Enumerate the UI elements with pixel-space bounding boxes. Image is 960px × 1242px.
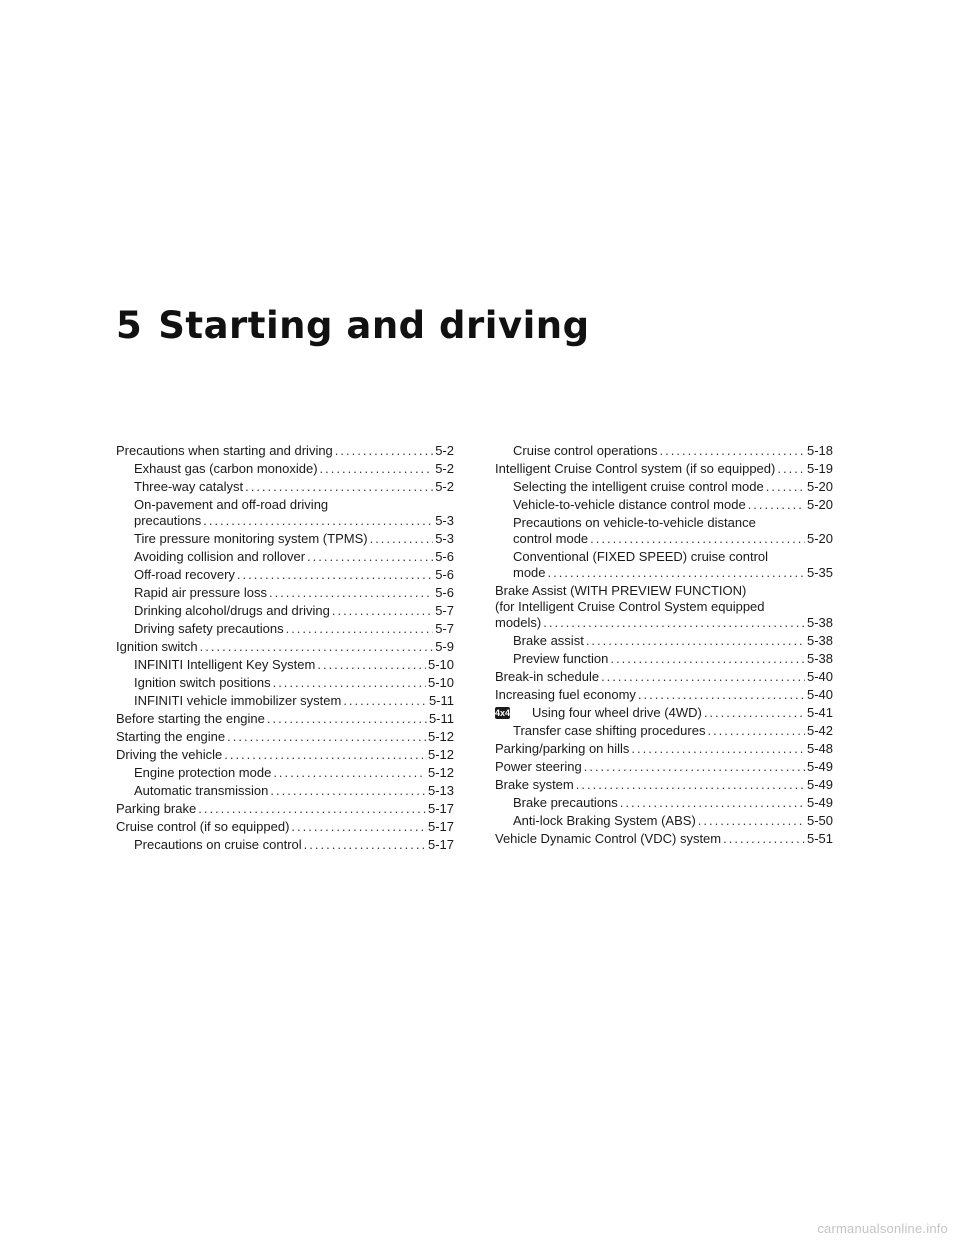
toc-entry-page: 5-49 bbox=[806, 777, 833, 792]
toc-entry[interactable] bbox=[495, 741, 833, 757]
toc-entry-label: Cruise control operations bbox=[513, 443, 658, 458]
toc-entry-page: 5-17 bbox=[427, 801, 454, 816]
dot-leader bbox=[698, 813, 805, 829]
toc-entry-page: 5-42 bbox=[806, 723, 833, 738]
toc-entry[interactable] bbox=[495, 479, 833, 495]
toc-entry-label: Cruise control (if so equipped) bbox=[116, 819, 290, 834]
toc-entry[interactable] bbox=[116, 639, 454, 655]
toc-entry-page: 5-20 bbox=[806, 479, 833, 494]
dot-leader bbox=[584, 759, 805, 775]
toc-entry-label: Avoiding collision and rollover bbox=[134, 549, 306, 564]
toc-entry-label: Exhaust gas (carbon monoxide) bbox=[134, 461, 318, 476]
toc-entry-page: 5-17 bbox=[427, 837, 454, 852]
toc-entry-label: control mode bbox=[513, 531, 589, 546]
dot-leader bbox=[335, 443, 433, 459]
toc-entry[interactable] bbox=[495, 687, 833, 703]
toc-entry-page: 5-9 bbox=[435, 639, 454, 654]
toc-entry[interactable] bbox=[116, 711, 454, 727]
toc-entry-label: Brake system bbox=[495, 777, 574, 792]
dot-leader bbox=[200, 639, 434, 655]
watermark: carmanualsonline.info bbox=[817, 1221, 948, 1236]
toc-entry-label: Preview function bbox=[513, 651, 609, 666]
toc-entry-page: 5-20 bbox=[806, 531, 833, 546]
toc-entry-label: Brake precautions bbox=[513, 795, 618, 810]
dot-leader bbox=[245, 479, 433, 495]
dot-leader bbox=[723, 831, 805, 847]
toc-entry-label: mode bbox=[513, 565, 546, 580]
toc-entry-page: 5-17 bbox=[427, 819, 454, 834]
toc-entry-page: 5-38 bbox=[806, 651, 833, 666]
toc-entry-label-line: Conventional (FIXED SPEED) cruise control bbox=[513, 549, 769, 564]
toc-entry[interactable] bbox=[495, 651, 833, 667]
dot-leader bbox=[320, 461, 434, 477]
toc-entry[interactable] bbox=[116, 443, 454, 459]
toc-entry-label: Driving safety precautions bbox=[134, 621, 284, 636]
dot-leader bbox=[269, 585, 433, 601]
toc-entry-page: 5-11 bbox=[428, 693, 454, 708]
toc-entry-page: 5-12 bbox=[427, 747, 454, 762]
toc-entry[interactable] bbox=[116, 729, 454, 745]
toc-entry[interactable] bbox=[116, 585, 454, 601]
dot-leader bbox=[370, 531, 434, 547]
toc-entry-page: 5-40 bbox=[806, 669, 833, 684]
toc-entry[interactable] bbox=[495, 777, 833, 793]
toc-entry[interactable] bbox=[495, 795, 833, 811]
toc-entry-label: Vehicle Dynamic Control (VDC) system bbox=[495, 831, 722, 846]
toc-entry-page: 5-10 bbox=[427, 675, 454, 690]
toc-entry[interactable] bbox=[116, 783, 454, 799]
toc-entry-label: Engine protection mode bbox=[134, 765, 272, 780]
dot-leader bbox=[343, 693, 427, 709]
toc-entry-label: Parking/parking on hills bbox=[495, 741, 630, 756]
dot-leader bbox=[543, 615, 805, 631]
toc-entry-page: 5-35 bbox=[806, 565, 833, 580]
toc-entry-label: Power steering bbox=[495, 759, 582, 774]
toc-entry-page: 5-10 bbox=[427, 657, 454, 672]
dot-leader bbox=[332, 603, 433, 619]
toc-entry-label-line: Brake Assist (WITH PREVIEW FUNCTION) bbox=[495, 583, 747, 598]
dot-leader bbox=[307, 549, 433, 565]
dot-leader bbox=[267, 711, 427, 727]
toc-entry[interactable] bbox=[116, 549, 454, 565]
dot-leader bbox=[610, 651, 805, 667]
toc-entry-page: 5-19 bbox=[806, 461, 833, 476]
dot-leader bbox=[590, 531, 805, 547]
dot-leader bbox=[631, 741, 805, 757]
toc-entry-page: 5-12 bbox=[427, 729, 454, 744]
toc-entry-label-line: (for Intelligent Cruise Control System equipped bbox=[495, 599, 765, 614]
toc-entry-page: 5-49 bbox=[806, 759, 833, 774]
toc-entry-page: 5-18 bbox=[806, 443, 833, 458]
toc-entry-page: 5-50 bbox=[806, 813, 833, 828]
toc-entry[interactable] bbox=[116, 747, 454, 763]
dot-leader bbox=[777, 461, 805, 477]
toc-entry-label: Automatic transmission bbox=[134, 783, 269, 798]
dot-leader bbox=[273, 765, 426, 781]
toc-entry-label: Selecting the intelligent cruise control mode bbox=[513, 479, 764, 494]
toc-entry-page: 5-2 bbox=[435, 479, 454, 494]
toc-entry-page: 5-49 bbox=[806, 795, 833, 810]
toc-entry-label: Anti-lock Braking System (ABS) bbox=[513, 813, 696, 828]
dot-leader bbox=[203, 513, 433, 529]
toc-entry-label-line: Precautions on vehicle-to-vehicle distance bbox=[513, 515, 756, 530]
toc-entry[interactable] bbox=[495, 633, 833, 649]
toc-column-right bbox=[495, 443, 833, 849]
toc-entry[interactable] bbox=[495, 515, 833, 547]
toc-entry-label: Ignition switch positions bbox=[134, 675, 271, 690]
toc-entry-label: Parking brake bbox=[116, 801, 197, 816]
toc-entry-page: 5-51 bbox=[806, 831, 833, 846]
toc-entry-page: 5-7 bbox=[435, 621, 454, 636]
dot-leader bbox=[198, 801, 426, 817]
dot-leader bbox=[291, 819, 426, 835]
toc-entry-page: 5-11 bbox=[428, 711, 454, 726]
toc-entry-page: 5-3 bbox=[435, 531, 454, 546]
toc-entry[interactable] bbox=[116, 657, 454, 673]
dot-leader bbox=[766, 479, 805, 495]
toc-entry-label: Ignition switch bbox=[116, 639, 198, 654]
dot-leader bbox=[576, 777, 805, 793]
dot-leader bbox=[748, 497, 805, 513]
toc-entry[interactable] bbox=[495, 705, 833, 721]
toc-entry-page: 5-2 bbox=[435, 461, 454, 476]
toc-entry-label: Driving the vehicle bbox=[116, 747, 223, 762]
toc-entry-label: Precautions when starting and driving bbox=[116, 443, 333, 458]
toc-entry[interactable] bbox=[116, 603, 454, 619]
dot-leader bbox=[707, 723, 805, 739]
toc-entry-label: models) bbox=[495, 615, 542, 630]
chapter-number: 5 bbox=[116, 304, 143, 347]
toc-entry[interactable] bbox=[495, 759, 833, 775]
toc-entry-label: Off-road recovery bbox=[134, 567, 235, 582]
toc-entry-label: Drinking alcohol/drugs and driving bbox=[134, 603, 330, 618]
toc-entry[interactable] bbox=[116, 693, 454, 709]
toc-entry[interactable] bbox=[116, 461, 454, 477]
toc-entry[interactable] bbox=[495, 723, 833, 739]
toc-entry[interactable] bbox=[116, 567, 454, 583]
toc-entry-label: Rapid air pressure loss bbox=[134, 585, 267, 600]
toc-entry-page: 5-12 bbox=[427, 765, 454, 780]
toc-entry[interactable] bbox=[495, 669, 833, 685]
toc-entry[interactable] bbox=[495, 497, 833, 513]
toc-column-left bbox=[116, 443, 454, 855]
toc-entry[interactable] bbox=[495, 549, 833, 581]
dot-leader bbox=[317, 657, 426, 673]
toc-entry-label: precautions bbox=[134, 513, 202, 528]
toc-entry[interactable] bbox=[116, 531, 454, 547]
toc-entry-label: Increasing fuel economy bbox=[495, 687, 636, 702]
toc-entry-label: Brake assist bbox=[513, 633, 584, 648]
toc-entry[interactable] bbox=[116, 479, 454, 495]
toc-entry-label: INFINITI vehicle immobilizer system bbox=[134, 693, 342, 708]
toc-entry-label: Break-in schedule bbox=[495, 669, 600, 684]
toc-entry[interactable] bbox=[116, 819, 454, 835]
toc-entry-page: 5-2 bbox=[435, 443, 454, 458]
toc-entry-page: 5-6 bbox=[435, 585, 454, 600]
dot-leader bbox=[273, 675, 426, 691]
dot-leader bbox=[601, 669, 805, 685]
chapter-title bbox=[116, 304, 590, 347]
toc-entry-page: 5-38 bbox=[806, 615, 833, 630]
dot-leader bbox=[704, 705, 805, 721]
dot-leader bbox=[270, 783, 426, 799]
toc-entry-label: Before starting the engine bbox=[116, 711, 265, 726]
toc-entry[interactable] bbox=[495, 813, 833, 829]
dot-leader bbox=[237, 567, 433, 583]
toc-entry-page: 5-6 bbox=[435, 549, 454, 564]
toc-entry-label: Transfer case shifting procedures bbox=[513, 723, 706, 738]
dot-leader bbox=[286, 621, 434, 637]
toc-entry-page: 5-13 bbox=[427, 783, 454, 798]
dot-leader bbox=[548, 565, 805, 581]
toc-entry-label: Using four wheel drive (4WD) bbox=[532, 705, 702, 720]
toc-entry[interactable] bbox=[495, 443, 833, 459]
toc-entry-page: 5-48 bbox=[806, 741, 833, 756]
toc-entry[interactable] bbox=[116, 801, 454, 817]
toc-entry-label: Tire pressure monitoring system (TPMS) bbox=[134, 531, 368, 546]
toc-entry[interactable] bbox=[495, 461, 833, 477]
dot-leader bbox=[586, 633, 805, 649]
toc-entry-label: INFINITI Intelligent Key System bbox=[134, 657, 316, 672]
dot-leader bbox=[224, 747, 426, 763]
toc-entry[interactable] bbox=[116, 497, 454, 529]
toc-entry-label-line: On-pavement and off-road driving bbox=[134, 497, 329, 512]
toc-entry[interactable] bbox=[116, 675, 454, 691]
dot-leader bbox=[620, 795, 805, 811]
toc-entry-label: Starting the engine bbox=[116, 729, 226, 744]
toc-entry[interactable] bbox=[495, 583, 833, 631]
dot-leader bbox=[660, 443, 805, 459]
toc-entry[interactable] bbox=[495, 831, 833, 847]
toc-entry-page: 5-6 bbox=[435, 567, 454, 582]
chapter-title-text: Starting and driving bbox=[158, 304, 590, 347]
toc-entry-label: Intelligent Cruise Control system (if so equipped) bbox=[495, 461, 776, 476]
toc-entry[interactable] bbox=[116, 621, 454, 637]
toc-entry-page: 5-3 bbox=[435, 513, 454, 528]
toc-entry-page: 5-38 bbox=[806, 633, 833, 648]
dot-leader bbox=[638, 687, 805, 703]
toc-entry-page: 5-41 bbox=[806, 705, 833, 720]
toc-entry-label: Precautions on cruise control bbox=[134, 837, 302, 852]
toc-entry-page: 5-20 bbox=[806, 497, 833, 512]
dot-leader bbox=[227, 729, 426, 745]
toc-entry-page: 5-7 bbox=[435, 603, 454, 618]
toc-entry-label: Three-way catalyst bbox=[134, 479, 244, 494]
toc-entry[interactable] bbox=[116, 765, 454, 781]
four-wheel-drive-icon: 4x4 bbox=[495, 708, 511, 718]
dot-leader bbox=[304, 837, 426, 853]
toc-entry[interactable] bbox=[116, 837, 454, 853]
toc-entry-page: 5-40 bbox=[806, 687, 833, 702]
toc-entry-label: Vehicle-to-vehicle distance control mode bbox=[513, 497, 746, 512]
